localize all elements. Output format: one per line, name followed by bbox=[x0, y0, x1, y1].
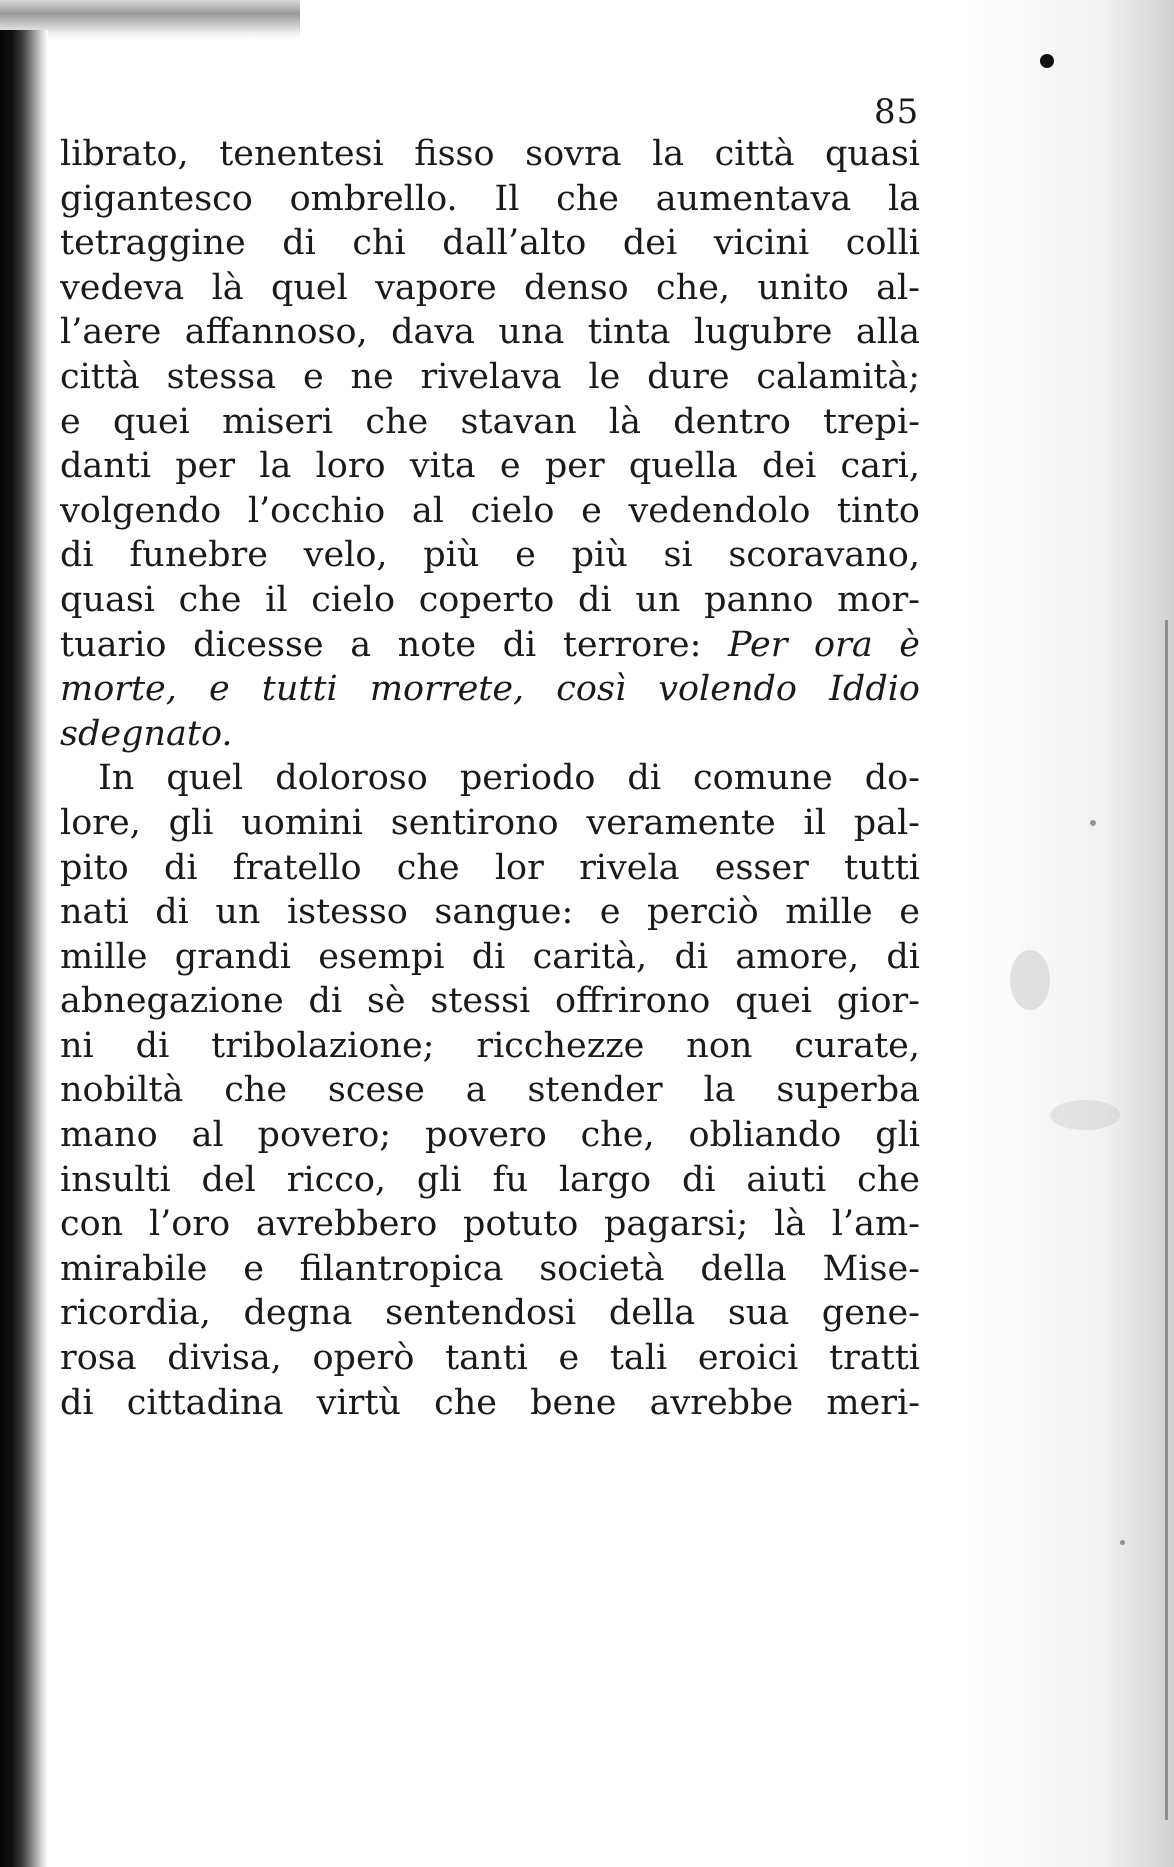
text-line bbox=[60, 935, 920, 980]
text-span: pito di fratello che lor rivela esser tutti bbox=[60, 847, 920, 888]
text-line bbox=[60, 846, 920, 891]
text-span: quasi che il cielo coperto di un panno mor- bbox=[60, 579, 920, 620]
text-line bbox=[60, 1113, 920, 1158]
text-line bbox=[60, 221, 920, 266]
text-span: volgendo l’occhio al cielo e vedendolo tinto bbox=[60, 490, 920, 531]
text-line bbox=[60, 979, 920, 1024]
ink-speck bbox=[1120, 1540, 1125, 1545]
book-binding-edge bbox=[0, 30, 48, 1867]
text-span: abnegazione di sè stessi offrirono quei gior- bbox=[60, 981, 920, 1022]
text-line bbox=[60, 801, 920, 846]
ink-speck bbox=[1040, 54, 1054, 68]
text-span: città stessa e ne rivelava le dure calamità; bbox=[60, 356, 920, 397]
text-line bbox=[60, 1247, 920, 1292]
text-span: librato, tenentesi fisso sovra la città quasi bbox=[60, 134, 920, 174]
text-span: insulti del ricco, gli fu largo di aiuti che bbox=[60, 1159, 920, 1200]
text-line bbox=[60, 1291, 920, 1336]
text-line bbox=[60, 355, 920, 400]
text-span: di funebre velo, più e più si scoravano, bbox=[60, 535, 920, 576]
page-edge-shading bbox=[964, 0, 1174, 1867]
text-line bbox=[60, 578, 920, 623]
text-span: gigantesco ombrello. Il che aumentava la bbox=[60, 178, 920, 219]
text-line bbox=[60, 533, 920, 578]
italic-text: sdegnato. bbox=[60, 713, 233, 754]
text-line bbox=[60, 177, 920, 222]
text-span: ni di tribolazione; ricchezze non curate, bbox=[60, 1025, 920, 1066]
text-line bbox=[60, 400, 920, 445]
text-line bbox=[60, 756, 920, 801]
text-span: tuario dicesse a note di terrore: bbox=[60, 624, 728, 665]
text-span: tetraggine di chi dall’alto dei vicini colli bbox=[60, 223, 920, 264]
text-line bbox=[60, 890, 920, 935]
text-line bbox=[60, 623, 920, 668]
text-span: mano al povero; povero che, obliando gli bbox=[60, 1115, 920, 1156]
italic-text: Per ora è bbox=[728, 624, 920, 665]
italic-text: morte, e tutti morrete, così volendo Iddio bbox=[60, 669, 920, 710]
text-span: mirabile e filantropica società della Mise- bbox=[60, 1248, 920, 1289]
text-span: danti per la loro vita e per quella dei cari, bbox=[60, 446, 920, 487]
body-text bbox=[60, 132, 920, 1425]
text-line bbox=[60, 667, 920, 712]
text-line bbox=[60, 1024, 920, 1069]
text-span: rosa divisa, operò tanti e tali eroici tratti bbox=[60, 1338, 920, 1379]
text-span: l’aere affannoso, dava una tinta lugubre alla bbox=[60, 312, 920, 353]
text-span: ricordia, degna sentendosi della sua gene- bbox=[60, 1293, 920, 1334]
text-span: e quei miseri che stavan là dentro trepi- bbox=[60, 401, 920, 442]
text-line bbox=[60, 712, 920, 757]
page-edge-line bbox=[1165, 620, 1168, 1820]
text-line bbox=[60, 444, 920, 489]
text-span: lore, gli uomini sentirono veramente il pal- bbox=[60, 802, 920, 843]
text-span: mille grandi esempi di carità, di amore, di bbox=[60, 936, 920, 977]
text-line bbox=[60, 310, 920, 355]
text-line bbox=[60, 132, 920, 177]
ink-speck bbox=[1090, 820, 1096, 826]
text-line bbox=[60, 1158, 920, 1203]
text-span: di cittadina virtù che bene avrebbe meri- bbox=[60, 1382, 920, 1423]
text-line bbox=[60, 489, 920, 534]
text-span: In quel doloroso periodo di comune do- bbox=[98, 758, 920, 799]
text-span: nati di un istesso sangue: e perciò mille e bbox=[60, 892, 920, 933]
text-line bbox=[60, 1202, 920, 1247]
paper-stain bbox=[1010, 950, 1050, 1010]
text-span: vedeva là quel vapore denso che, unito al- bbox=[60, 267, 920, 308]
text-line bbox=[60, 266, 920, 311]
text-span: nobiltà che scese a stender la superba bbox=[60, 1070, 920, 1111]
text-span: con l’oro avrebbero potuto pagarsi; là l’am- bbox=[60, 1204, 920, 1245]
page-number: 85 bbox=[874, 92, 920, 132]
text-line bbox=[60, 1068, 920, 1113]
text-line bbox=[60, 1381, 920, 1426]
text-line bbox=[60, 1336, 920, 1381]
paper-stain bbox=[1050, 1100, 1120, 1130]
